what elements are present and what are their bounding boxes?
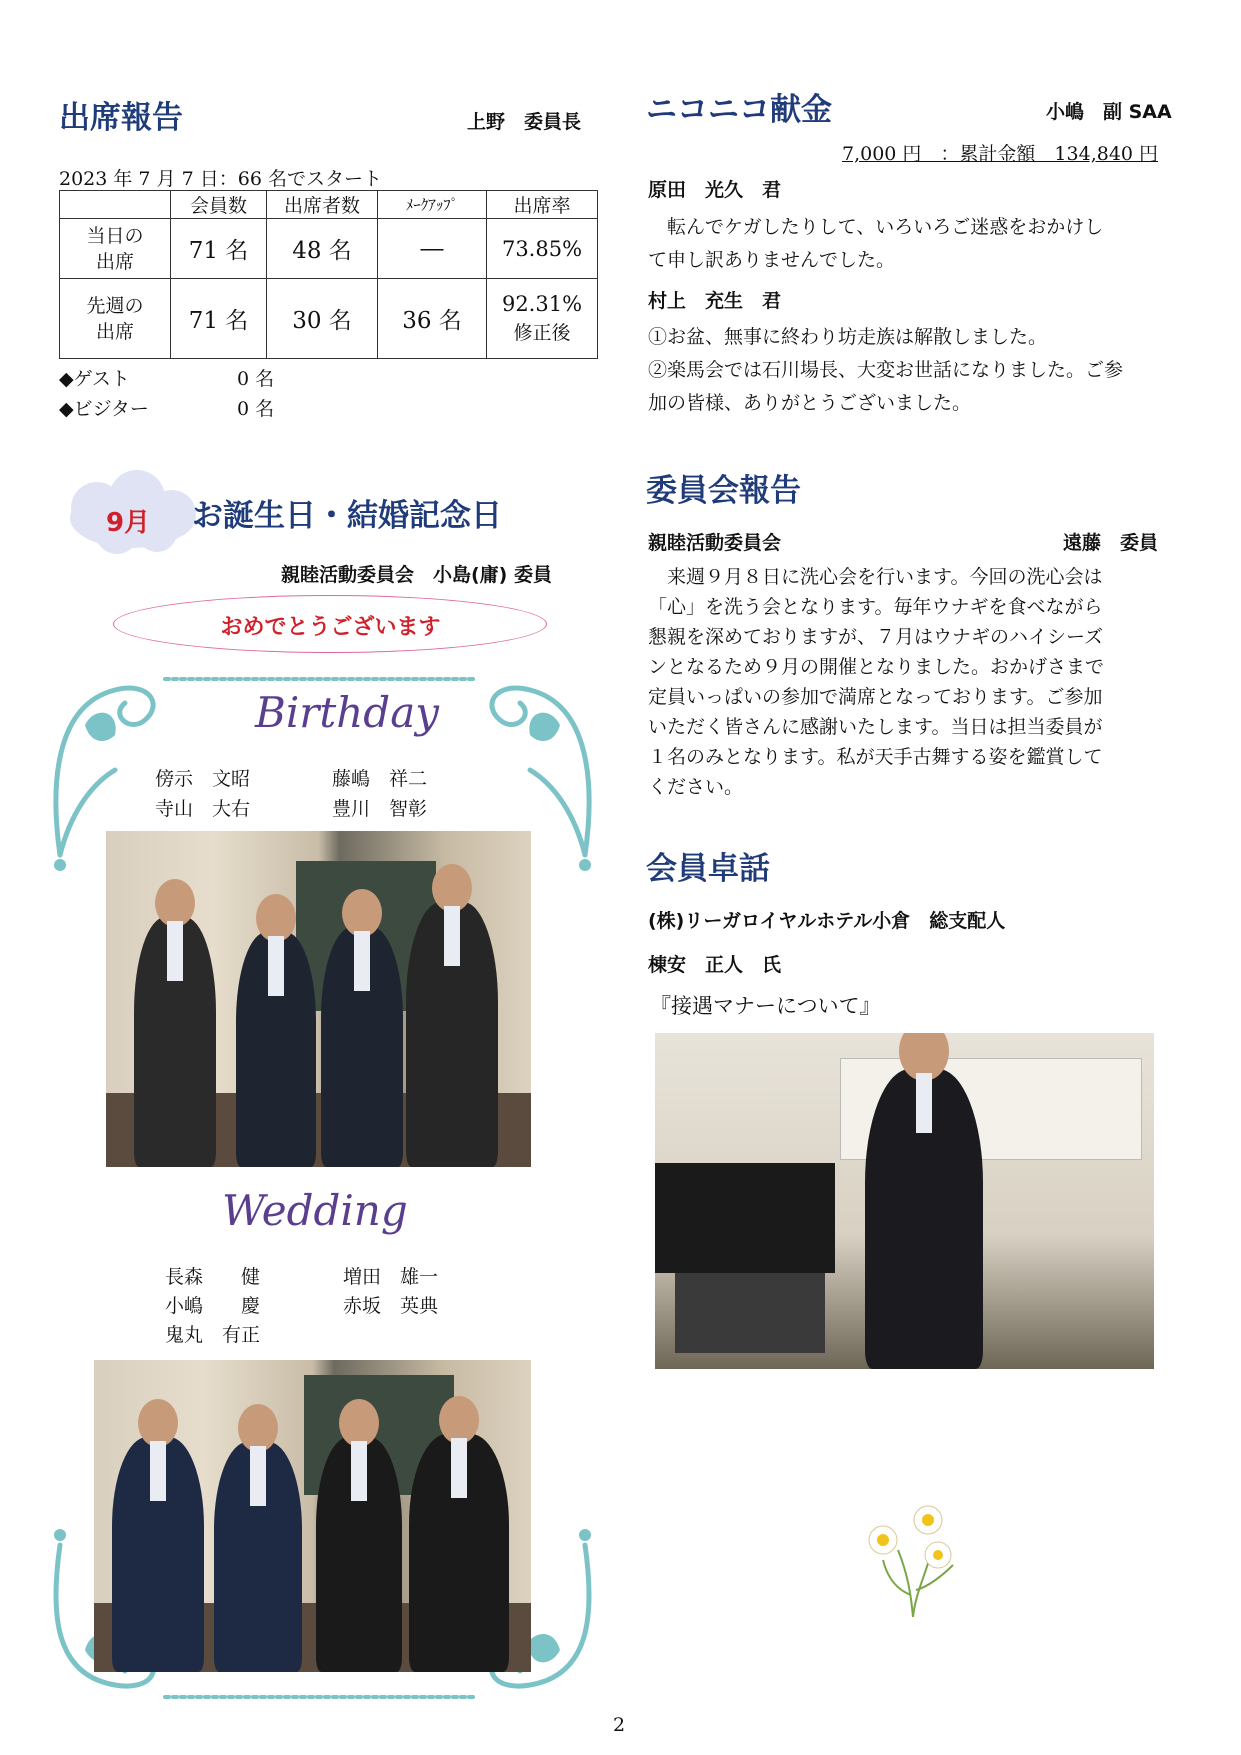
birthday-name: 豊川 智彰 [332, 798, 428, 820]
congrats-text: おめでとうございます [220, 615, 441, 640]
birthday-name: 寺山 大右 [155, 798, 251, 820]
row-label: 先週の [86, 294, 144, 317]
celebration-title: お誕生日・結婚記念日 [192, 498, 502, 534]
celebration-byline: 親睦活動委員会 小島(庸) 委員 [281, 564, 552, 586]
wedding-heading: Wedding [222, 1186, 408, 1235]
table-row [60, 219, 598, 279]
guest-label: ◆ゲスト [59, 368, 130, 390]
attendance-table [59, 190, 598, 359]
table-header-rate: 出席率 [487, 191, 598, 219]
donor-message-line: 加の皆様、ありがとうございました。 [648, 392, 972, 414]
committee-name: 親睦活動委員会 [648, 532, 782, 554]
rate-note: 修正後 [513, 322, 571, 344]
wedding-name: 小嶋 慶 [165, 1295, 261, 1317]
chamomile-flower-icon [858, 1495, 968, 1620]
table-header-members: 会員数 [171, 191, 267, 219]
present-cell: 30 名 [267, 279, 378, 359]
makeup-cell: 36 名 [378, 279, 487, 359]
speech-speaker: 棟安 正人 氏 [648, 954, 782, 976]
committee-line: １名のみとなります。私が天手古舞する姿を鑑賞して [648, 746, 1103, 768]
celebration-month: 9月 [106, 508, 151, 538]
committee-line: 来週９月８日に洗心会を行います。今回の洗心会は [648, 566, 1103, 588]
donor-message-line: ①お盆、無事に終わり坊走族は解散しました。 [648, 326, 1048, 348]
table-row [60, 279, 598, 359]
committee-line: ンとなるため９月の開催となりました。おかげさまで [648, 656, 1105, 678]
speech-topic: 『接遇マナーについて』 [650, 994, 881, 1018]
wedding-name: 増田 雄一 [343, 1266, 439, 1288]
speaker-photo [655, 1033, 1154, 1369]
wedding-name: 赤坂 英典 [343, 1295, 439, 1317]
members-cell: 71 名 [171, 279, 267, 359]
rate-cell: 73.85% [487, 219, 598, 279]
present-cell: 48 名 [267, 219, 378, 279]
birthday-name: 藤嶋 祥二 [332, 768, 428, 790]
birthday-name: 傍示 文昭 [155, 768, 251, 790]
row-label: 出席 [95, 250, 134, 273]
birthday-photo [106, 831, 531, 1167]
wedding-name: 鬼丸 有正 [165, 1324, 261, 1346]
committee-line: いただく皆さんに感謝いたします。当日は担当委員が [648, 716, 1103, 738]
visitor-label: ◆ビジター [59, 398, 149, 420]
donor-message-line: ②楽馬会では石川場長、大変お世話になりました。ご参 [648, 359, 1124, 381]
committee-line: 懇親を深めておりますが、７月はウナギのハイシーズ [648, 626, 1104, 648]
committee-line: 定員いっぱいの参加で満席となっております。ご参加 [648, 686, 1103, 708]
donor-message-line: 転んでケガしたりして、いろいろご迷惑をおかけし [648, 216, 1104, 238]
makeup-cell: ― [378, 219, 487, 279]
donor-message-line: て申し訳ありませんでした。 [648, 249, 896, 271]
committee-line: 「心」を洗う会となります。毎年ウナギを食べながら [648, 596, 1103, 618]
speech-title: 会員卓話 [646, 851, 770, 887]
speech-affiliation: (株)リーガロイヤルホテル小倉 総支配人 [648, 910, 1006, 932]
row-label: 当日の [86, 224, 144, 247]
attendance-byline: 上野 委員長 [467, 111, 582, 133]
nikoniko-byline: 小嶋 副 SAA [1046, 101, 1172, 123]
rate-cell: 92.31% [501, 292, 583, 316]
nikoniko-amount: 7,000 円 ：累計金額 134,840 円 [842, 143, 1159, 165]
visitor-value: 0 名 [237, 398, 275, 420]
committee-title: 委員会報告 [646, 473, 801, 509]
donor-name: 村上 充生 君 [648, 290, 782, 312]
guest-value: 0 名 [237, 368, 275, 390]
birthday-heading: Birthday [255, 688, 439, 737]
table-header-present: 出席者数 [267, 191, 378, 219]
members-cell: 71 名 [171, 219, 267, 279]
nikoniko-title: ニコニコ献金 [646, 92, 832, 128]
committee-reporter: 遠藤 委員 [1063, 532, 1159, 554]
wedding-name: 長森 健 [165, 1266, 261, 1288]
row-label: 出席 [95, 320, 134, 343]
attendance-start-line: 2023 年 7 月 7 日：66 名でスタート [59, 168, 382, 190]
page-number: 2 [613, 1714, 626, 1736]
committee-line: ください。 [648, 776, 744, 798]
table-header-makeup: ﾒｰｸｱｯﾌﾟ [378, 191, 487, 219]
table-header-blank [60, 191, 171, 219]
wedding-photo [94, 1360, 531, 1672]
donor-name: 原田 光久 君 [648, 179, 782, 201]
attendance-title: 出席報告 [59, 100, 183, 136]
